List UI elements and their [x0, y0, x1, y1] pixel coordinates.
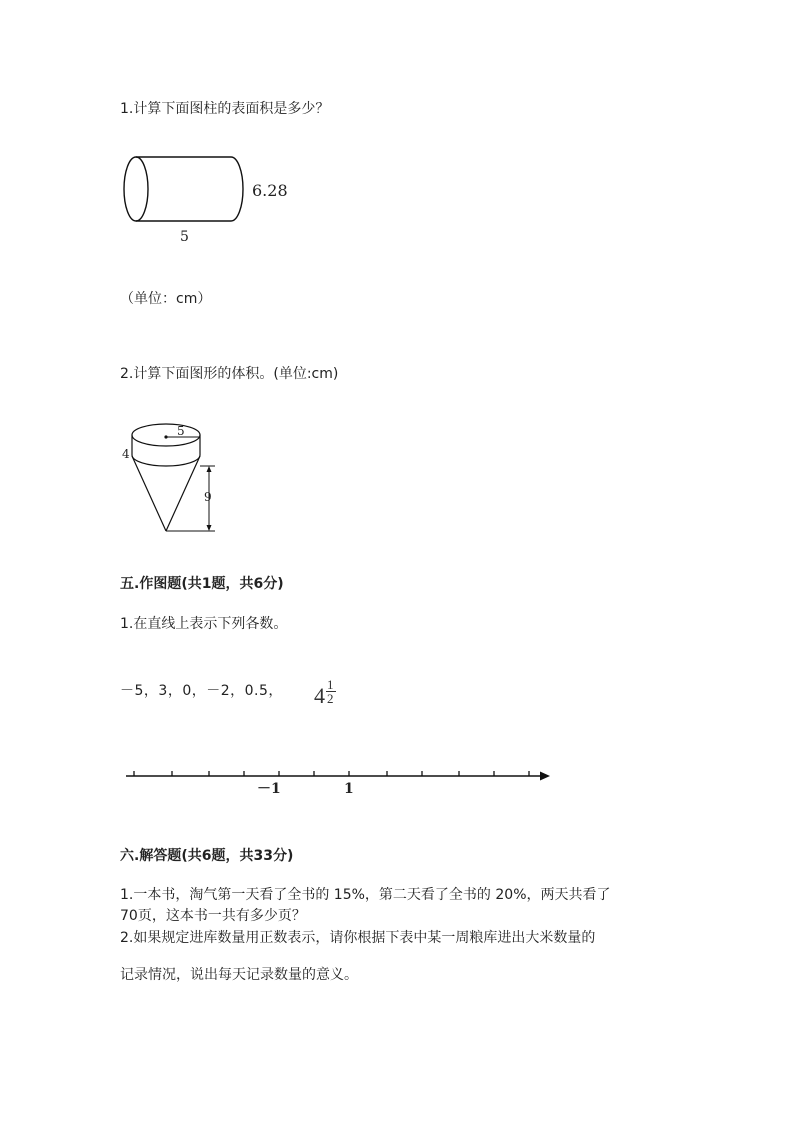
cylinder-right-arc [231, 157, 243, 221]
mixed-fraction-denominator: 2 [327, 691, 334, 706]
number-line-arrow [540, 772, 550, 781]
section6-heading: 六.解答题(共6题，共33分) [120, 848, 294, 864]
numbers-to-plot: －5，3，0，－2，0.5， [120, 683, 283, 699]
q1-text-line1: 1.一本书，淘气第一天看了全书的 15%，第二天看了全书的 20%，两天共看了 [120, 887, 611, 903]
top-ellipse [132, 424, 200, 446]
q1-text-line2: 70页，这本书一共有多少页？ [120, 908, 306, 924]
cylinder-side-label: 6.28 [252, 181, 288, 200]
dim-arrow-up [207, 466, 212, 472]
cone-height-label: 9 [204, 490, 212, 504]
q2-text-line2: 记录情况，说出每天记录数量的意义。 [120, 967, 358, 983]
cylinder-unit-note: （单位：cm） [120, 291, 212, 307]
cylinder-cone-figure [115, 415, 225, 540]
number-line [120, 764, 560, 788]
mixed-fraction [314, 677, 340, 710]
cone-left-side [132, 456, 166, 531]
cylinder-question-prompt: 1.计算下面图柱的表面积是多少？ [120, 101, 330, 117]
dim-arrow-down [207, 525, 212, 531]
q2-text-line1: 2.如果规定进库数量用正数表示，请你根据下表中某一周粮库进出大米数量的 [120, 930, 596, 946]
tick-label-neg1: －1 [257, 781, 281, 797]
radius-label: 5 [177, 424, 185, 438]
cylinder-height-label: 4 [122, 447, 130, 461]
tick-label-1: 1 [344, 781, 354, 797]
base-arc [132, 455, 200, 466]
volume-question-prompt: 2.计算下面图形的体积。(单位:cm) [120, 366, 339, 382]
cylinder-left-face [124, 157, 148, 221]
numberline-question-prompt: 1.在直线上表示下列各数。 [120, 616, 288, 632]
cone-right-side [166, 456, 200, 531]
mixed-fraction-numerator: 1 [327, 677, 334, 692]
section5-heading: 五.作图题(共1题，共6分) [120, 576, 284, 592]
cylinder-length-label: 5 [180, 229, 189, 245]
mixed-fraction-whole: 4 [314, 683, 325, 708]
